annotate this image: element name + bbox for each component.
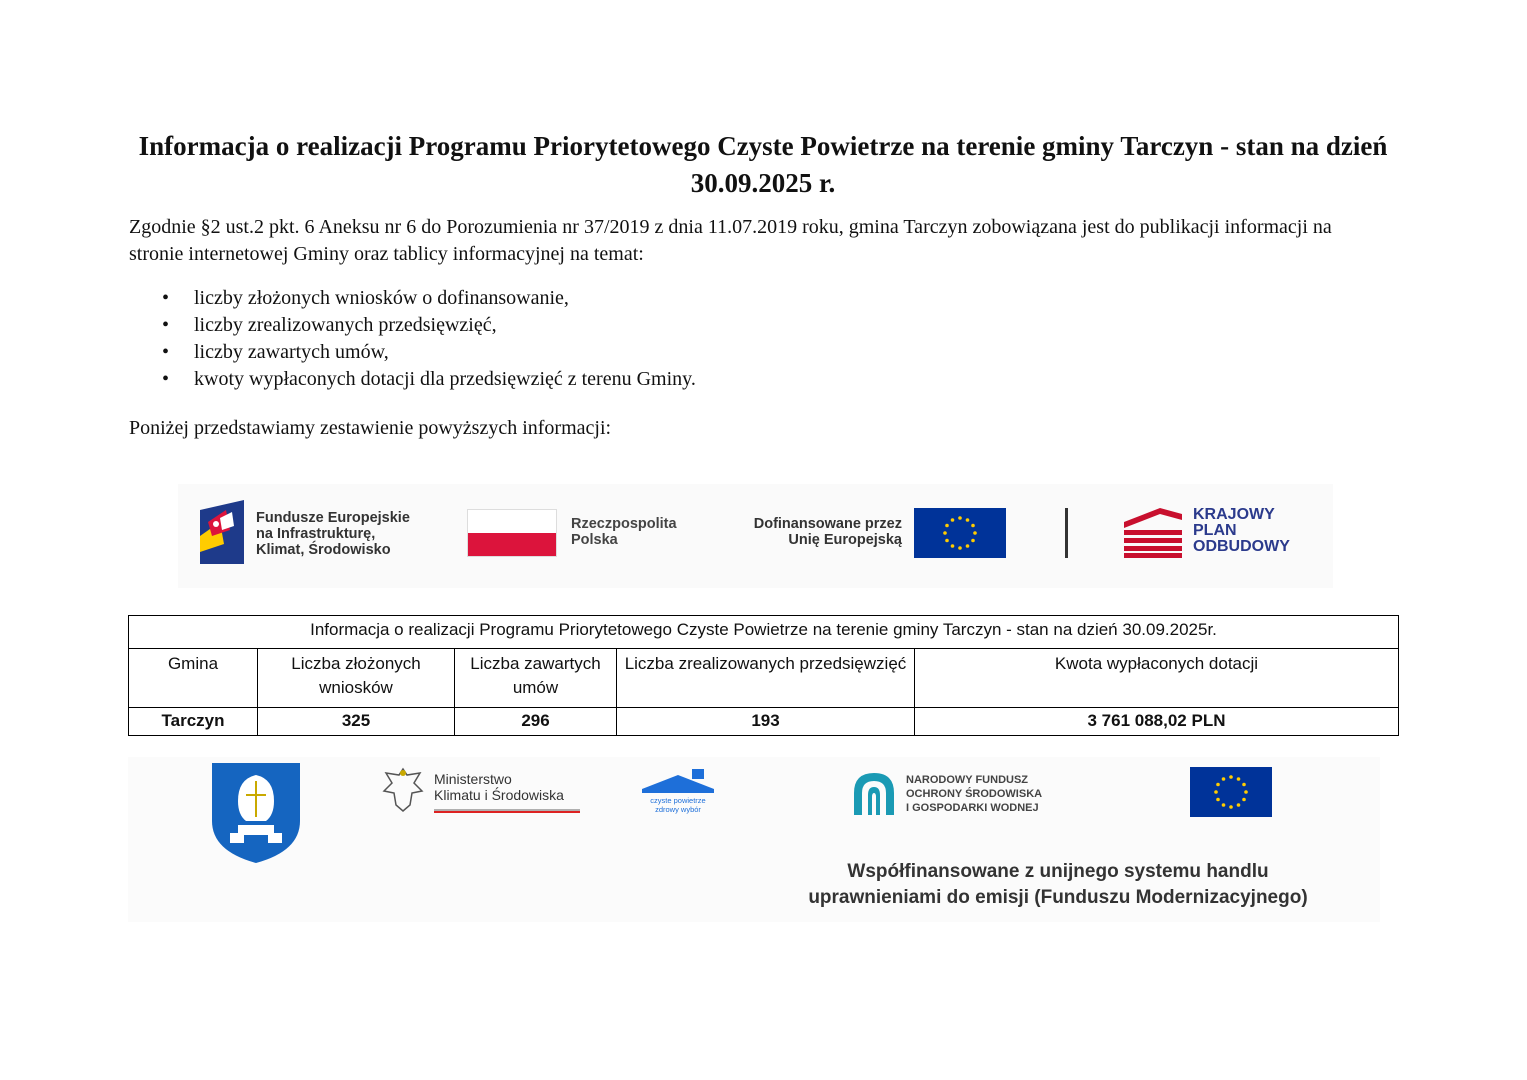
wsp-line: uprawnieniami do emisji (Funduszu Modernizacyjnego) (808, 887, 1308, 908)
fe-line: Klimat, Środowisko (256, 542, 391, 558)
cofinancing-statement (768, 859, 1348, 911)
nf-line: OCHRONY ŚRODOWISKA (906, 788, 1043, 800)
cp-line: zdrowy wybór (655, 805, 701, 814)
eu-flag-icon (1190, 767, 1272, 817)
dofinansowane-label (698, 516, 902, 548)
list-item: • liczby złożonych wniosków o dofinansowanie, (160, 285, 696, 312)
kpo-icon (1124, 508, 1182, 558)
cp-line: czyste powietrze (650, 796, 706, 805)
table-caption: Informacja o realizacji Programu Priorytetowego Czyste Powietrze na terenie gminy Tarczyn - stan na dzień 30.09.2025r. (129, 616, 1399, 649)
eu-flag-icon (914, 508, 1006, 558)
kpo-line: PLAN (1193, 522, 1237, 539)
column-header: Gmina (129, 649, 258, 708)
mk-line: Klimatu i Środowiska (434, 787, 564, 803)
rzeczpospolita-label (571, 516, 677, 548)
table-cell: 3 761 088,02 PLN (915, 708, 1399, 736)
fundusze-europejskie-icon (200, 500, 244, 564)
summary-intro-text: Poniżej przedstawiamy zestawienie powyższych informacji: (129, 417, 612, 439)
list-item: • liczby zrealizowanych przedsięwzięć, (160, 312, 696, 339)
polish-flag-icon (467, 509, 557, 557)
cofunding-logos-banner (128, 757, 1380, 922)
czyste-powietrze-icon (638, 767, 718, 817)
nf-line: I GOSPODARKI WODNEJ (906, 802, 1039, 814)
wsp-line: Współfinansowane z unijnego systemu handlu (847, 861, 1269, 882)
table-cell: 193 (617, 708, 915, 736)
fe-line: na Infrastrukturę, (256, 526, 376, 542)
funding-logos-banner (178, 484, 1333, 588)
ministerstwo-underline (434, 809, 580, 813)
logo-divider (1065, 508, 1068, 558)
kpo-line: KRAJOWY (1193, 506, 1275, 523)
dof-line: Dofinansowane przez (753, 516, 902, 532)
nfosigw-icon (848, 769, 900, 817)
info-bullet-list (160, 285, 696, 393)
column-header: Kwota wypłaconych dotacji (915, 649, 1399, 708)
dof-line: Unię Europejską (788, 532, 902, 548)
rp-line: Polska (571, 532, 618, 548)
table-cell: Tarczyn (129, 708, 258, 736)
intro-paragraph: Zgodnie §2 ust.2 pkt. 6 Aneksu nr 6 do Porozumienia nr 37/2019 z dnia 11.07.2019 roku, gmina Tarczyn zobowiązana jest do publikacji informacji na stronie internetowej Gminy oraz tablicy informacyjnej na temat: (129, 216, 1332, 265)
table-cell: 325 (258, 708, 455, 736)
column-header: Liczba zawartych umów (455, 649, 617, 708)
tarczyn-crest-icon (212, 763, 300, 863)
column-header: Liczba złożonych wniosków (258, 649, 455, 708)
list-item: • kwoty wypłaconych dotacji dla przedsięwzięć z terenu Gminy. (160, 366, 696, 393)
kpo-line: ODBUDOWY (1193, 538, 1290, 555)
rp-line: Rzeczpospolita (571, 516, 677, 532)
fundusze-europejskie-label (256, 510, 410, 558)
column-header: Liczba zrealizowanych przedsięwzięć (617, 649, 915, 708)
kpo-label (1193, 507, 1290, 555)
table-row (129, 708, 1399, 736)
table-cell: 296 (455, 708, 617, 736)
nf-line: NARODOWY FUNDUSZ (906, 774, 1029, 786)
nfosigw-label (906, 773, 1042, 815)
polish-eagle-icon (380, 765, 426, 815)
mk-line: Ministerstwo (434, 771, 512, 787)
list-item: • liczby zawartych umów, (160, 339, 696, 366)
page-title: Informacja o realizacji Programu Priorytetowego Czyste Powietrze na terenie gminy Tarczyn - stan na dzień 30.09.2025 r. (138, 131, 1388, 198)
ministerstwo-label (434, 771, 564, 803)
fe-line: Fundusze Europejskie (256, 510, 410, 526)
summary-table (128, 615, 1399, 736)
